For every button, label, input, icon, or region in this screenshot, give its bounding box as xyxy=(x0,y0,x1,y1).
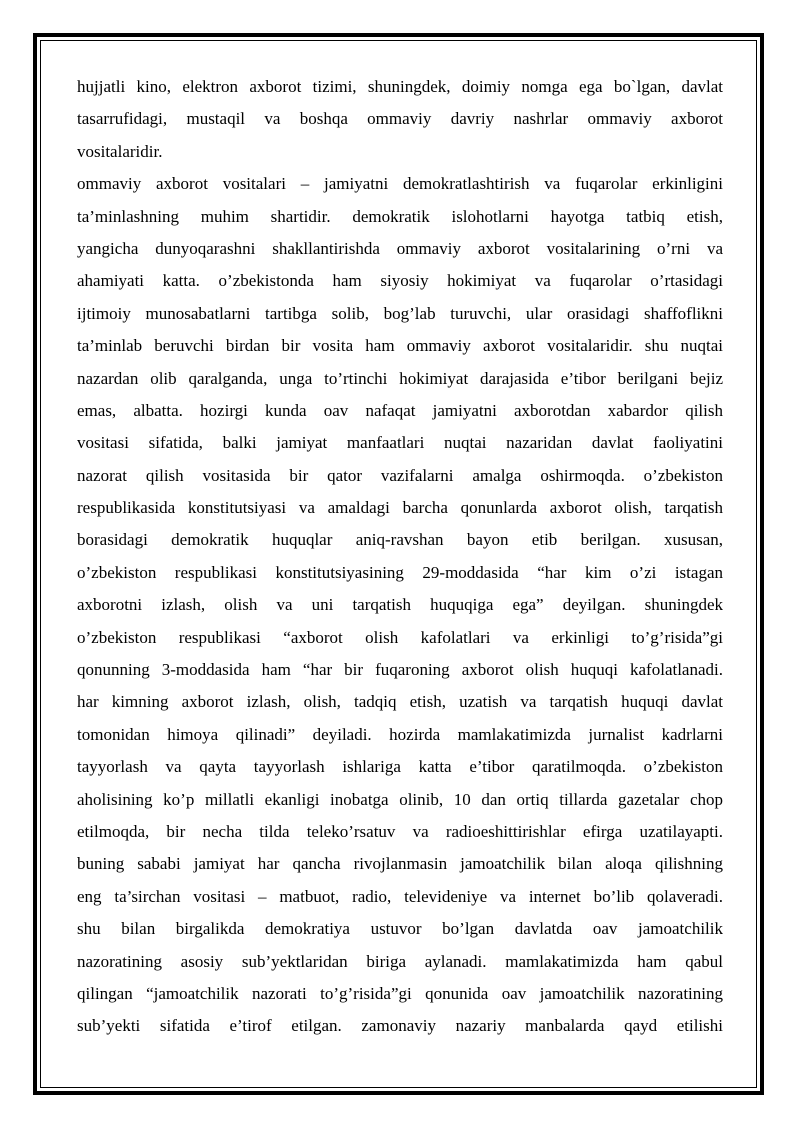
text-line: buning sababi jamiyat har qancha rivojlanmasin jamoatchilik bilan aloqa qilishning xyxy=(77,854,723,874)
text-line: hujjatli kino, elektron axborot tizimi, shuningdek, doimiy nomga ega bo`lgan, davlat xyxy=(77,77,723,96)
text-line: aholisining ko’p millatli ekanligi inobatga olinib, 10 dan ortiq tillarda gazetalar chop xyxy=(77,789,723,809)
text-line: o’zbekiston respublikasi konstitutsiyasining 29-moddasida “har kim o’zi istagan xyxy=(77,562,723,582)
text-line: nazoratining asosiy sub’yektlaridan biriga aylanadi. mamlakatimizda ham qabul xyxy=(77,951,723,971)
text-line: sub’yekti sifatida e’tirof etilgan. zamonaviy nazariy manbalarda qayd etilishi xyxy=(77,1016,723,1036)
text-line: vositasi sifatida, balki jamiyat manfaatlari nuqtai nazaridan davlat faoliyatini xyxy=(77,433,723,453)
text-line: vositalaridir. xyxy=(77,141,163,161)
text-line: yangicha dunyoqarashni shakllantirishda ommaviy axborot vositalarining o’rni va xyxy=(77,238,723,258)
text-line: qonunning 3-moddasida ham “har bir fuqaroning axborot olish huquqi kafolatlanadi. xyxy=(77,660,723,680)
text-line: tomonidan himoya qilinadi” deyiladi. hozirda mamlakatimizda jurnalist kadrlarni xyxy=(77,724,723,744)
text-line: ommaviy axborot vositalari – jamiyatni demokratlashtirish va fuqarolar erkinligini xyxy=(77,174,723,194)
text-line: nazardan olib qaralganda, unga to’rtinchi hokimiyat darajasida e’tibor berilgani bejiz xyxy=(77,368,723,388)
text-line: qilingan “jamoatchilik nazorati to’g’risida”gi qonunida oav jamoatchilik nazoratining xyxy=(77,983,723,1003)
text-line: shu bilan birgalikda demokratiya ustuvor bo’lgan davlatda oav jamoatchilik xyxy=(77,919,723,939)
text-line: etilmoqda, bir necha tilda teleko’rsatuv va radioeshittirishlar efirga uzatilayapti. xyxy=(77,821,723,841)
text-line: tasarrufidagi, mustaqil va boshqa ommaviy davriy nashrlar ommaviy axborot xyxy=(77,109,723,129)
text-line: nazorat qilish vositasida bir qator vazifalarni amalga oshirmoqda. o’zbekiston xyxy=(77,465,723,485)
text-line: borasidagi demokratik huquqlar aniq-ravshan bayon etib berilgan. xususan, xyxy=(77,530,723,550)
text-line: respublikasida konstitutsiyasi va amaldagi barcha qonunlarda axborot olish, tarqatish xyxy=(77,498,723,518)
text-line: emas, albatta. hozirgi kunda oav nafaqat jamiyatni axborotdan xabardor qilish xyxy=(77,400,723,420)
text-line: eng ta’sirchan vositasi – matbuot, radio, televideniye va internet bo’lib qolaveradi. xyxy=(77,886,723,906)
text-line: ijtimoiy munosabatlarni tartibga solib, bog’lab turuvchi, ular orasidagi shaffoflikni xyxy=(77,303,723,323)
text-line: ta’minlashning muhim shartidir. demokratik islohotlarni hayotga tatbiq etish, xyxy=(77,206,723,226)
text-line: o’zbekiston respublikasi “axborot olish kafolatlari va erkinligi to’g’risida”gi xyxy=(77,627,723,647)
text-line: har kimning axborot izlash, olish, tadqiq etish, uzatish va tarqatish huquqi davlat xyxy=(77,692,723,712)
text-line: ahamiyati katta. o’zbekistonda ham siyosiy hokimiyat va fuqarolar o’rtasidagi xyxy=(77,271,723,291)
text-line: tayyorlash va qayta tayyorlash ishlariga katta e’tibor qaratilmoqda. o’zbekiston xyxy=(77,757,723,777)
document-body xyxy=(77,71,723,1043)
text-line: axborotni izlash, olish va uni tarqatish huquqiga ega” deyilgan. shuningdek xyxy=(77,595,723,615)
text-line: ta’minlab beruvchi birdan bir vosita ham ommaviy axborot vositalaridir. shu nuqtai xyxy=(77,336,723,356)
